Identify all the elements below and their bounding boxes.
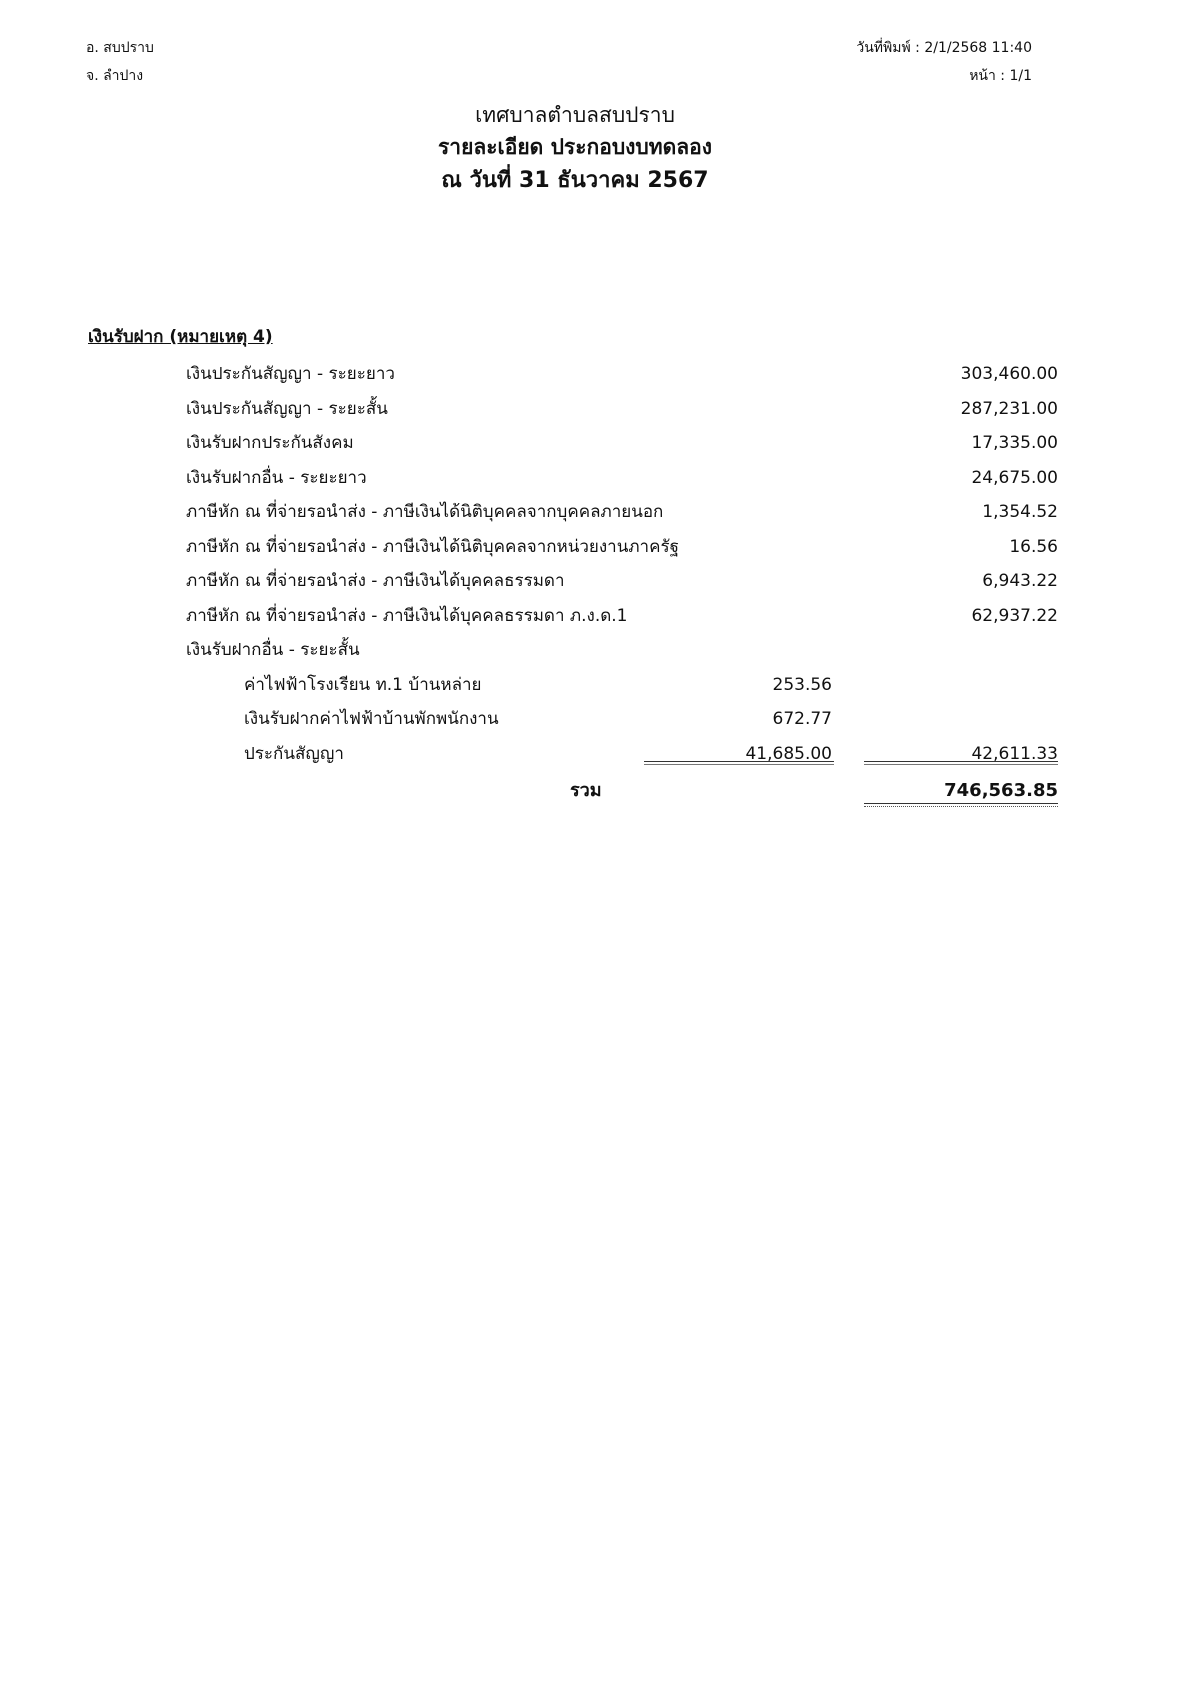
row-amount: 24,675.00 bbox=[971, 467, 1058, 488]
row-amount: 42,611.33 bbox=[971, 743, 1058, 764]
row-label: ค่าไฟฟ้าโรงเรียน ท.1 บ้านหล่าย bbox=[244, 674, 482, 695]
row-sub-amount: 253.56 bbox=[772, 674, 832, 695]
row-sub-amount: 41,685.00 bbox=[745, 743, 832, 764]
row-amount: 287,231.00 bbox=[960, 398, 1058, 419]
table-row bbox=[0, 702, 1190, 737]
row-label: เงินรับฝากอื่น - ระยะสั้น bbox=[186, 640, 360, 660]
section-title: เงินรับฝาก (หมายเหตุ 4) bbox=[88, 327, 273, 347]
table-row bbox=[0, 633, 1190, 668]
district-label: อ. สบปราบ bbox=[86, 40, 154, 56]
deposit-table bbox=[0, 357, 1190, 771]
row-amount: 16.56 bbox=[1009, 536, 1058, 557]
row-label: ภาษีหัก ณ ที่จ่ายรอนำส่ง - ภาษีเงินได้บุคคลธรรมดา ภ.ง.ด.1 bbox=[186, 605, 628, 626]
total-double-underline bbox=[864, 806, 1058, 807]
row-amount: 17,335.00 bbox=[971, 433, 1058, 453]
row-label: เงินประกันสัญญา - ระยะยาว bbox=[186, 364, 395, 384]
organization-title: เทศบาลตำบลสบปราบ bbox=[475, 103, 675, 127]
table-row bbox=[0, 357, 1190, 392]
row-amount: 303,460.00 bbox=[960, 364, 1058, 384]
report-titles bbox=[0, 100, 1150, 204]
row-amount: 6,943.22 bbox=[982, 571, 1058, 591]
total-underline bbox=[864, 803, 1058, 804]
table-row bbox=[0, 564, 1190, 599]
total-label: รวม bbox=[570, 780, 602, 801]
table-row bbox=[0, 530, 1190, 565]
row-label: ภาษีหัก ณ ที่จ่ายรอนำส่ง - ภาษีเงินได้บุคคลธรรมดา bbox=[186, 571, 565, 591]
table-row bbox=[0, 426, 1190, 461]
report-date: ณ วันที่ 31 ธันวาคม 2567 bbox=[441, 168, 709, 193]
table-row bbox=[0, 668, 1190, 703]
subtotal-underline bbox=[644, 761, 834, 762]
row-label: เงินรับฝากอื่น - ระยะยาว bbox=[186, 467, 367, 488]
page-number: หน้า : 1/1 bbox=[969, 68, 1032, 84]
row-label: ประกันสัญญา bbox=[244, 743, 344, 764]
subtotal-underline bbox=[644, 764, 834, 765]
print-date: วันที่พิมพ์ : 2/1/2568 11:40 bbox=[856, 40, 1032, 56]
row-label: เงินรับฝากค่าไฟฟ้าบ้านพักพนักงาน bbox=[244, 709, 499, 729]
row-label: ภาษีหัก ณ ที่จ่ายรอนำส่ง - ภาษีเงินได้นิติบุคคลจากบุคคลภายนอก bbox=[186, 502, 664, 522]
row-sub-amount: 672.77 bbox=[772, 709, 832, 729]
table-row bbox=[0, 495, 1190, 530]
column-underline bbox=[864, 761, 1058, 762]
row-amount: 62,937.22 bbox=[971, 605, 1058, 626]
row-label: ภาษีหัก ณ ที่จ่ายรอนำส่ง - ภาษีเงินได้นิติบุคคลจากหน่วยงานภาครัฐ bbox=[186, 536, 679, 557]
province-label: จ. ลำปาง bbox=[86, 68, 144, 84]
column-underline bbox=[864, 764, 1058, 765]
total-amount: 746,563.85 bbox=[944, 780, 1058, 801]
report-title: รายละเอียด ประกอบงบทดลอง bbox=[438, 135, 712, 159]
table-row bbox=[0, 737, 1190, 772]
table-row bbox=[0, 392, 1190, 427]
row-label: เงินประกันสัญญา - ระยะสั้น bbox=[186, 398, 388, 419]
row-label: เงินรับฝากประกันสังคม bbox=[186, 433, 354, 453]
table-row bbox=[0, 599, 1190, 634]
table-row bbox=[0, 461, 1190, 496]
header-print-info bbox=[856, 34, 1032, 90]
header-location bbox=[86, 34, 154, 90]
row-amount: 1,354.52 bbox=[982, 502, 1058, 522]
